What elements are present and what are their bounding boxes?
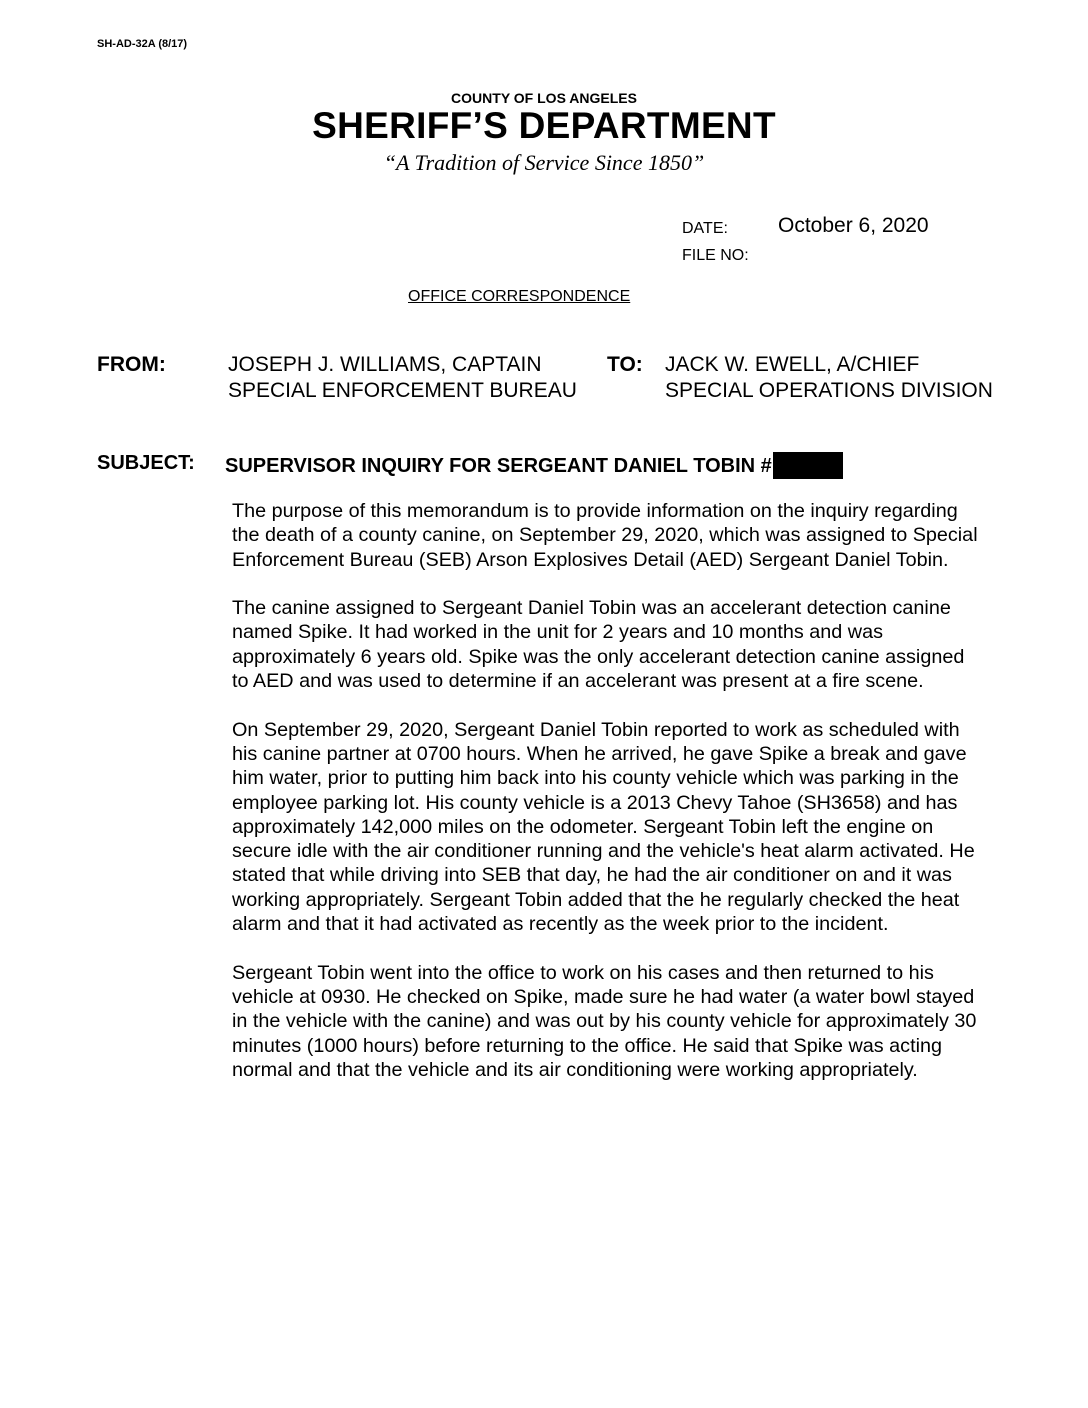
office-correspondence-heading: OFFICE CORRESPONDENCE [408, 288, 631, 305]
date-label: DATE: [682, 220, 728, 237]
from-label: FROM: [97, 353, 166, 376]
to-name: JACK W. EWELL, A/CHIEF [665, 353, 920, 376]
subject-text: SUPERVISOR INQUIRY FOR SERGEANT DANIEL TOBIN # [225, 455, 772, 477]
body-paragraph: Sergeant Tobin went into the office to work on his cases and then returned to his vehicle at 0930. He checked on Spike, made sure he had water (a water bowl stayed in the vehicle with the canine) and was out by his county vehicle for approximately 30 minutes (1000 hours) before returning to the office. He said that Spike was acting normal and that the vehicle and its air conditioning were working appropriately. [232, 961, 977, 1081]
from-name: JOSEPH J. WILLIAMS, CAPTAIN [228, 353, 542, 376]
memo-body [232, 499, 980, 1106]
department-title: SHERIFF’S DEPARTMENT [312, 105, 776, 146]
to-label: TO: [607, 353, 643, 376]
department-motto: “A Tradition of Service Since 1850” [383, 150, 705, 175]
subject-line [225, 452, 843, 479]
form-code: SH-AD-32A (8/17) [97, 38, 188, 50]
file-no-label: FILE NO: [682, 247, 749, 264]
to-unit: SPECIAL OPERATIONS DIVISION [665, 379, 993, 402]
body-paragraph: The canine assigned to Sergeant Daniel Tobin was an accelerant detection canine named Spike. It had worked in the unit for 2 years and 10 months and was approximately 6 years old. Spike was the only accelerant detection canine assigned to AED and was used to determine if an accelerant was present at a fire scene. [232, 597, 965, 693]
body-paragraph: The purpose of this memorandum is to provide information on the inquiry regarding the death of a county canine, on September 29, 2020, which was assigned to Special Enforcement Bureau (SEB) Arson Explosives Detail (AED) Sergeant Daniel Tobin. [232, 500, 978, 571]
date-value: October 6, 2020 [778, 214, 929, 237]
redaction-block [773, 452, 843, 479]
subject-label: SUBJECT: [97, 452, 195, 474]
body-paragraph: On September 29, 2020, Sergeant Daniel Tobin reported to work as scheduled with his canine partner at 0700 hours. When he arrived, he gave Spike a break and gave him water, prior to putting him back into his county vehicle which was parking in the employee parking lot. His county vehicle is a 2013 Chevy Tahoe (SH3658) and has approximately 142,000 miles on the odometer. Sergeant Tobin left the engine on secure idle with the air conditioner running and the vehicle's heat alarm activated. He stated that while driving into SEB that day, he had the air conditioner on and it was working appropriately. Sergeant Tobin added that the he regularly checked the heat alarm and that it had activated as recently as the week prior to the incident. [232, 718, 975, 936]
county-heading: COUNTY OF LOS ANGELES [451, 90, 637, 106]
from-unit: SPECIAL ENFORCEMENT BUREAU [228, 379, 577, 402]
